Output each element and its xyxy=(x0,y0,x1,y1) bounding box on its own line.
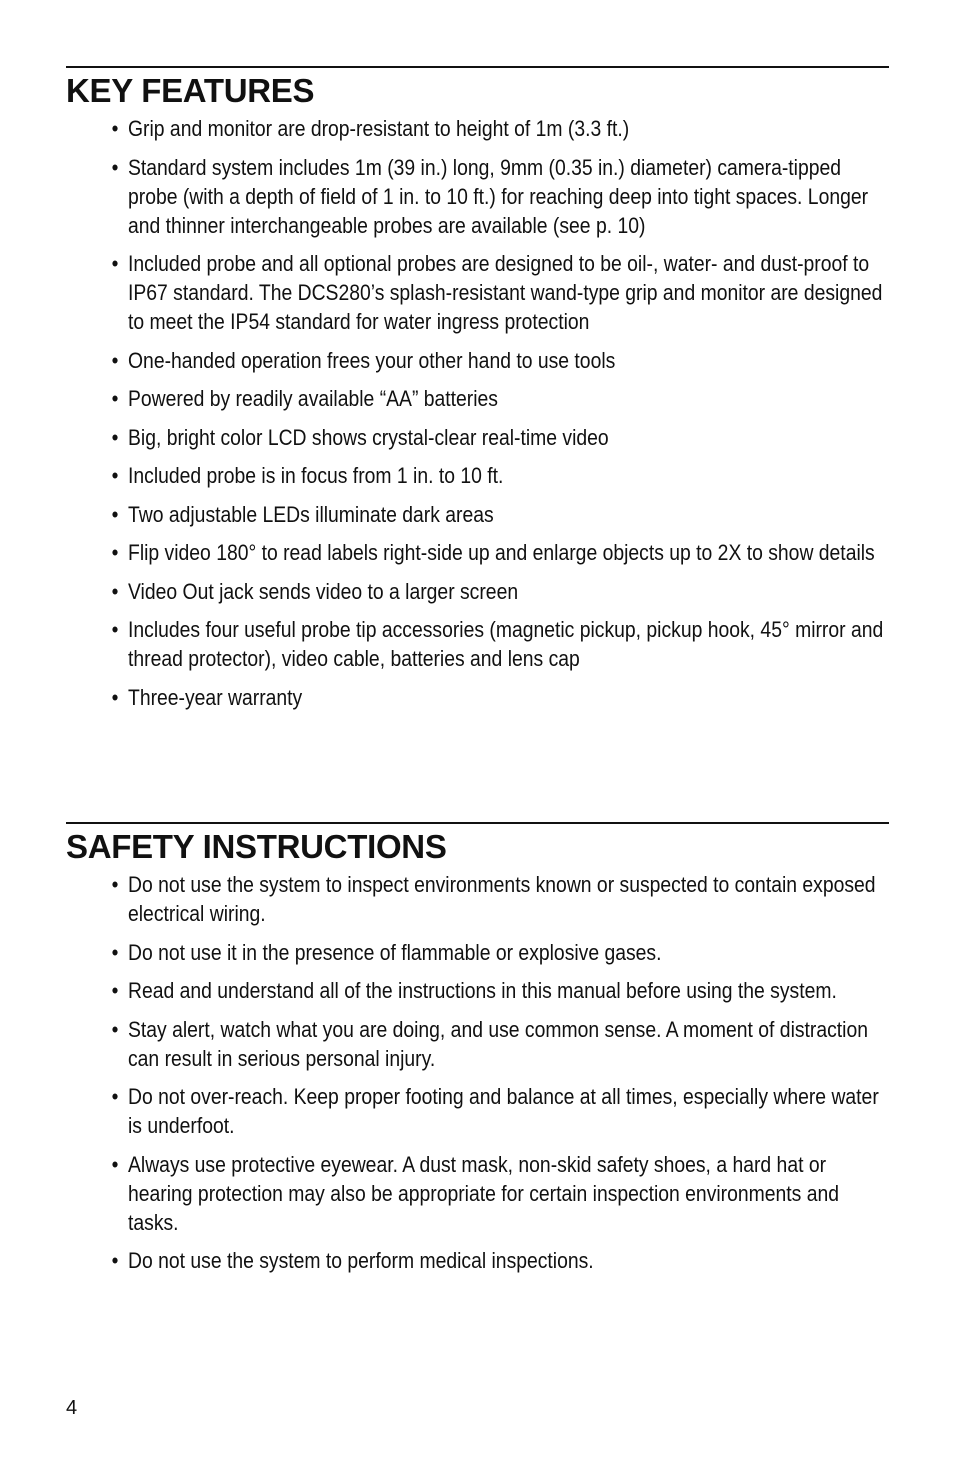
list-item-text: Stay alert, watch what you are doing, and use common sense. A moment of distraction can result in serious personal injury. xyxy=(128,1016,869,1071)
list-item xyxy=(111,870,890,928)
bullet-icon: • xyxy=(111,578,119,604)
list-item-text: Standard system includes 1m (39 in.) long, 9mm (0.35 in.) diameter) camera-tipped probe (with a depth of field of 1 in. to 10 ft.) for reaching deep into tight spaces. Longer and thinner interchangeable probes are available (see p. 10) xyxy=(128,154,869,238)
list-item-text: Three-year warranty xyxy=(128,684,303,710)
list-item-text: One-handed operation frees your other hand to use tools xyxy=(128,347,616,373)
bullet-icon: • xyxy=(111,463,119,488)
bullet-icon: • xyxy=(111,1248,119,1273)
list-item-text: Do not use the system to perform medical inspections. xyxy=(128,1248,594,1273)
list-item xyxy=(111,976,890,1005)
list-item-text: Two adjustable LEDs illuminate dark areas xyxy=(128,501,494,527)
list-item xyxy=(111,538,890,567)
list-item-text: Always use protective eyewear. A dust mask, non-skid safety shoes, a hard hat or hearing protection may also be appropriate for certain inspection environments and tasks. xyxy=(128,1151,839,1235)
bullet-icon: • xyxy=(111,1084,119,1109)
bullet-icon: • xyxy=(111,1016,119,1042)
bullet-icon: • xyxy=(111,1151,119,1177)
list-item xyxy=(111,1015,890,1073)
bullet-icon: • xyxy=(111,939,119,965)
list-item-text: Video Out jack sends video to a larger screen xyxy=(128,578,519,604)
list-item xyxy=(111,153,890,240)
list-item-text: Included probe and all optional probes are designed to be oil-, water- and dust-proof to IP67 standard. The DCS280’s splash-resistant wand-type grip and monitor are designed to meet the IP54 standard for water ingress protection xyxy=(128,251,883,334)
section-divider xyxy=(66,66,889,68)
list-item-text: Included probe is in focus from 1 in. to 10 ft. xyxy=(128,463,504,488)
list-item-text: Flip video 180° to read labels right-side up and enlarge objects up to 2X to show details xyxy=(128,540,875,565)
list-item xyxy=(111,615,890,673)
list-item xyxy=(111,577,890,606)
bullet-icon: • xyxy=(111,154,119,180)
list-item-text: Powered by readily available “AA” batteries xyxy=(128,386,498,411)
bullet-icon: • xyxy=(111,540,119,565)
list-item xyxy=(111,346,890,375)
bullet-icon: • xyxy=(111,684,119,710)
list-item-text: Read and understand all of the instructions in this manual before using the system. xyxy=(128,978,837,1003)
key-features-section xyxy=(66,66,889,721)
bullet-icon: • xyxy=(111,386,119,411)
bullet-icon: • xyxy=(111,116,119,141)
key-features-list xyxy=(66,114,889,712)
bullet-icon: • xyxy=(111,424,119,450)
list-item-text: Do not use it in the presence of flammable or explosive gases. xyxy=(128,939,662,965)
list-item xyxy=(111,683,890,712)
bullet-icon: • xyxy=(111,617,119,642)
bullet-icon: • xyxy=(111,251,119,276)
list-item xyxy=(111,423,890,452)
list-item xyxy=(111,1246,890,1275)
bullet-icon: • xyxy=(111,501,119,527)
page-number: 4 xyxy=(66,1397,78,1419)
list-item xyxy=(111,384,890,413)
key-features-heading: KEY FEATURES xyxy=(66,72,315,109)
list-item-text: Big, bright color LCD shows crystal-clear real-time video xyxy=(128,424,609,450)
bullet-icon: • xyxy=(111,347,119,373)
safety-instructions-list xyxy=(66,870,889,1275)
list-item-text: Do not use the system to inspect environments known or suspected to contain exposed electrical wiring. xyxy=(128,872,876,926)
list-item xyxy=(111,500,890,529)
safety-instructions-heading: SAFETY INSTRUCTIONS xyxy=(66,828,447,865)
list-item xyxy=(111,938,890,967)
list-item-text: Do not over-reach. Keep proper footing and balance at all times, especially where water is underfoot. xyxy=(128,1084,879,1138)
section-divider xyxy=(66,822,889,824)
list-item xyxy=(111,461,890,490)
list-item xyxy=(111,114,890,143)
list-item xyxy=(111,1150,890,1237)
list-item-text: Grip and monitor are drop-resistant to height of 1m (3.3 ft.) xyxy=(128,116,630,141)
list-item xyxy=(111,1082,890,1140)
list-item xyxy=(111,249,890,336)
bullet-icon: • xyxy=(111,872,119,897)
list-item-text: Includes four useful probe tip accessories (magnetic pickup, pickup hook, 45° mirror and thread protector), video cable, batteries and lens cap xyxy=(128,617,884,671)
bullet-icon: • xyxy=(111,978,119,1003)
safety-instructions-section xyxy=(66,822,889,1285)
